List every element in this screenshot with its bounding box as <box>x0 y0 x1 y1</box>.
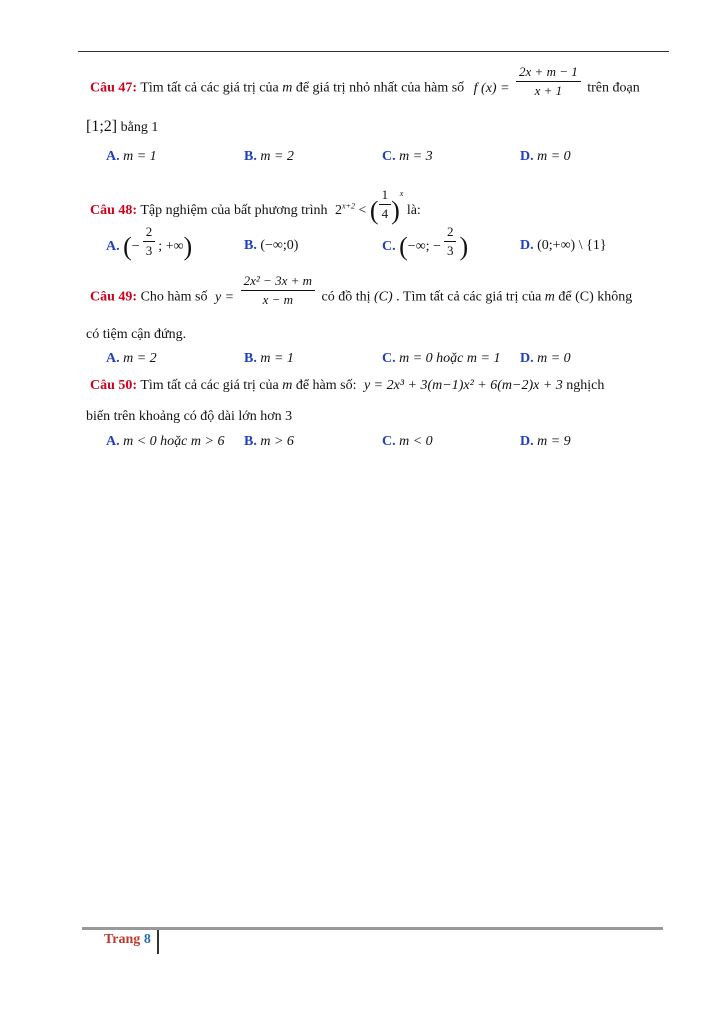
option-c[interactable]: C. (−∞; − $\frac{2}{3}$ ) <box>382 223 469 261</box>
option-b[interactable]: B. (−∞;0) <box>244 238 299 253</box>
fraction: $\frac{2x + m - 1}{x + 1}$ <box>516 64 581 99</box>
header-rule <box>78 51 669 52</box>
question-50: Câu 50: Tìm tất cả các giá trị của m để hàm số: y = 2x³ + 3(m−1)x² + 6(m−2)x + 3 nghịch <box>90 378 605 393</box>
question-number: Câu 48: <box>90 203 138 218</box>
option-a[interactable]: A. m < 0 hoặc m > 6 <box>106 434 225 449</box>
option-d[interactable]: D. m = 0 <box>520 149 571 164</box>
question-49: Câu 49: Cho hàm số y = $\frac{\text{2x² − 3x + m}}{x - m}$ có đồ thị (C) . Tìm tất cả các giá trị của m để (C) không <box>90 273 633 307</box>
page-number: 8 <box>143 932 151 947</box>
option-c[interactable]: C. m = 0 hoặc m = 1 <box>382 351 501 366</box>
page-footer: Trang 8 <box>104 932 151 947</box>
footer-rule <box>82 927 663 930</box>
question-number: Câu 47: <box>90 80 138 96</box>
question-50-line2: biến trên khoảng có độ dài lớn hơn 3 <box>86 409 293 424</box>
fraction: $\frac{\text{2x² − 3x + m}}{x - m}$ <box>241 273 315 308</box>
option-a[interactable]: A. m = 2 <box>106 351 157 366</box>
question-49-line2: có tiệm cận đứng. <box>86 327 187 342</box>
question-number: Câu 50: <box>90 378 138 393</box>
option-b[interactable]: B. m = 2 <box>244 149 294 164</box>
fraction: $\frac{1}{4}$ <box>379 187 392 222</box>
question-47: Câu 47: Tìm tất cả các giá trị của m để giá trị nhỏ nhất của hàm số f (x) = $\frac{2x + m - 1}{x + 1}$ trên đoạn <box>90 64 640 98</box>
question-number: Câu 49: <box>90 289 138 305</box>
option-c[interactable]: C. m = 3 <box>382 149 433 164</box>
option-d[interactable]: D. m = 0 <box>520 351 571 366</box>
question-48: Câu 48: Tập nghiệm của bất phương trình $2^{x+2}$ < ( $\frac{1}{4}$ )$^x$ là: <box>90 187 421 225</box>
option-a[interactable]: A. m = 1 <box>106 149 157 164</box>
option-a[interactable]: A. (− $\frac{2}{3}$ ; +∞) <box>106 223 193 261</box>
question-47-line2: [1;2] bằng 1 <box>86 118 159 135</box>
option-b[interactable]: B. m = 1 <box>244 351 294 366</box>
option-b[interactable]: B. m > 6 <box>244 434 294 449</box>
option-d[interactable]: D. m = 9 <box>520 434 571 449</box>
option-d[interactable]: D. (0;+∞) \ {1} <box>520 238 607 253</box>
footer-divider <box>157 930 159 954</box>
option-c[interactable]: C. m < 0 <box>382 434 433 449</box>
